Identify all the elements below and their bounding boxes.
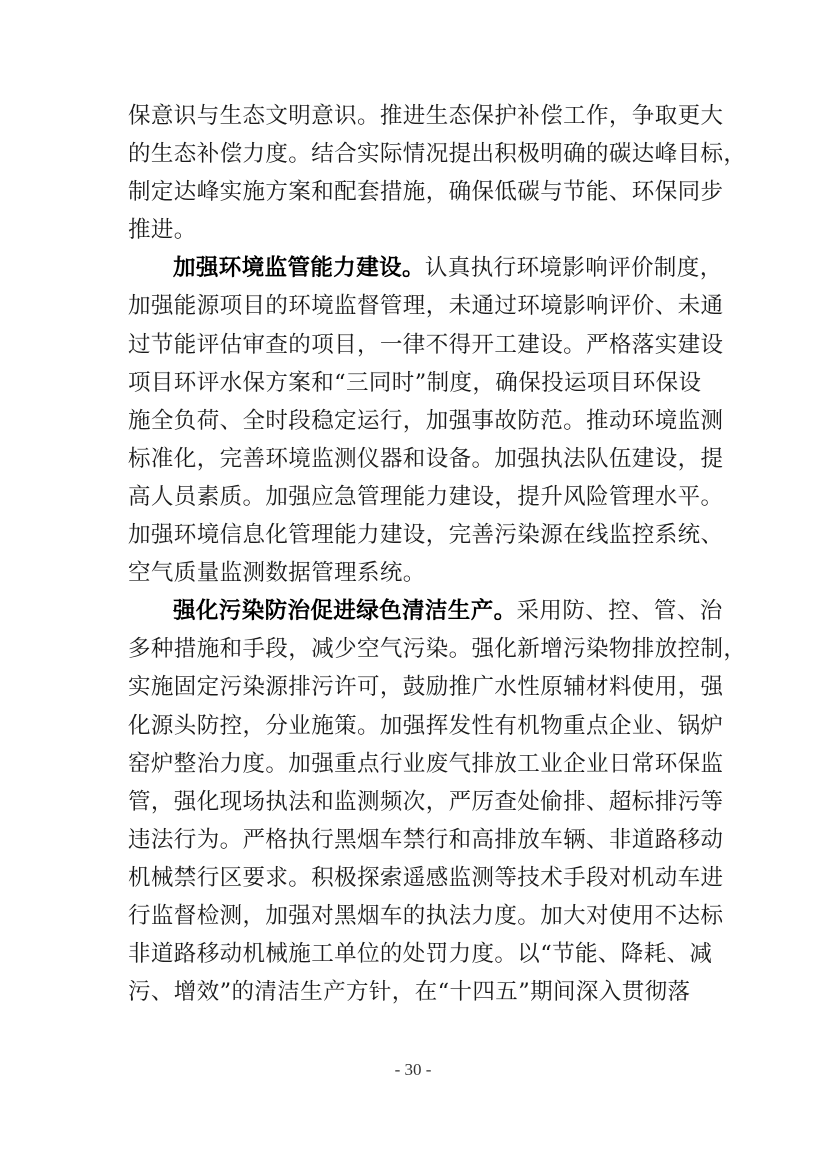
text-line: [128, 973, 703, 1011]
line-text: 加强能源项目的环境监督管理，未通过环境影响评价、未通: [128, 293, 724, 320]
line-text: 管，强化现场执法和监测频次，严厉查处偷排、超标排污等: [128, 788, 724, 815]
line-text: 空气质量监测数据管理系统。: [128, 560, 426, 587]
section-heading: 加强环境监管能力建设。: [173, 255, 425, 282]
line-text: 实施固定污染源排污许可，鼓励推广水性原辅材料使用，强: [128, 674, 724, 701]
text-line: [128, 821, 724, 859]
text-line: [128, 402, 724, 440]
text-line: [128, 630, 747, 668]
text-line: [128, 516, 724, 554]
text-line: [128, 935, 713, 973]
line-text: 多种措施和手段，减少空气污染。强化新增污染物排放控制，: [128, 636, 747, 663]
text-line: [128, 707, 724, 745]
text-line: [128, 745, 724, 783]
line-text: 过节能评估审查的项目，一律不得开工建设。严格落实建设: [128, 331, 724, 358]
line-text: 违法行为。严格执行黑烟车禁行和高排放车辆、非道路移动: [128, 826, 724, 853]
line-text: 认真执行环境影响评价制度，: [424, 255, 723, 282]
line-text: 项目环评水保方案和“三同时”制度，确保投运项目环保设: [128, 369, 702, 396]
line-text: 推进。: [128, 217, 197, 244]
text-line: [128, 478, 724, 516]
line-text: 制定达峰实施方案和配套措施，确保低碳与节能、环保同步: [128, 179, 724, 206]
document-body: [128, 97, 747, 1011]
text-line: [128, 97, 724, 135]
text-line: [128, 173, 724, 211]
text-line: [128, 440, 724, 478]
line-text: 化源头防控，分业施策。加强挥发性有机物重点企业、锅炉: [128, 712, 724, 739]
line-text: 的生态补偿力度。结合实际情况提出积极明确的碳达峰目标，: [128, 141, 747, 168]
line-text: 窑炉整治力度。加强重点行业废气排放工业企业日常环保监: [128, 750, 724, 777]
line-text: 采用防、控、管、治: [516, 598, 723, 625]
line-text: 施全负荷、全时段稳定运行，加强事故防范。推动环境监测: [128, 407, 724, 434]
line-text: 标准化，完善环境监测仪器和设备。加强执法队伍建设，提: [128, 445, 724, 472]
line-text: 高人员素质。加强应急管理能力建设，提升风险管理水平。: [128, 483, 724, 510]
line-text: 行监督检测，加强对黑烟车的执法力度。加大对使用不达标: [128, 902, 724, 929]
text-line: [128, 783, 724, 821]
line-text: 非道路移动机械施工单位的处罚力度。以“节能、降耗、减: [128, 941, 713, 968]
line-text: 机械禁行区要求。积极探索遥感监测等技术手段对机动车进: [128, 864, 724, 891]
text-line: [128, 364, 703, 402]
text-line: [128, 859, 724, 897]
text-line: [128, 326, 724, 364]
paragraph-first-line: [128, 592, 723, 630]
text-line: [128, 135, 747, 173]
text-line: [128, 287, 724, 325]
text-line: [128, 668, 724, 706]
text-line: [128, 554, 703, 592]
text-line: [128, 897, 724, 935]
text-line: [128, 211, 703, 249]
page-number: - 30 -: [394, 1060, 432, 1079]
paragraph-first-line: [128, 249, 723, 287]
line-text: 保意识与生态文明意识。推进生态保护补偿工作，争取更大: [128, 103, 724, 129]
section-heading: 强化污染防治促进绿色清洁生产。: [173, 598, 517, 625]
line-text: 加强环境信息化管理能力建设，完善污染源在线监控系统、: [128, 522, 724, 549]
line-text: 污、增效”的清洁生产方针，在“十四五”期间深入贯彻落: [128, 979, 691, 1006]
